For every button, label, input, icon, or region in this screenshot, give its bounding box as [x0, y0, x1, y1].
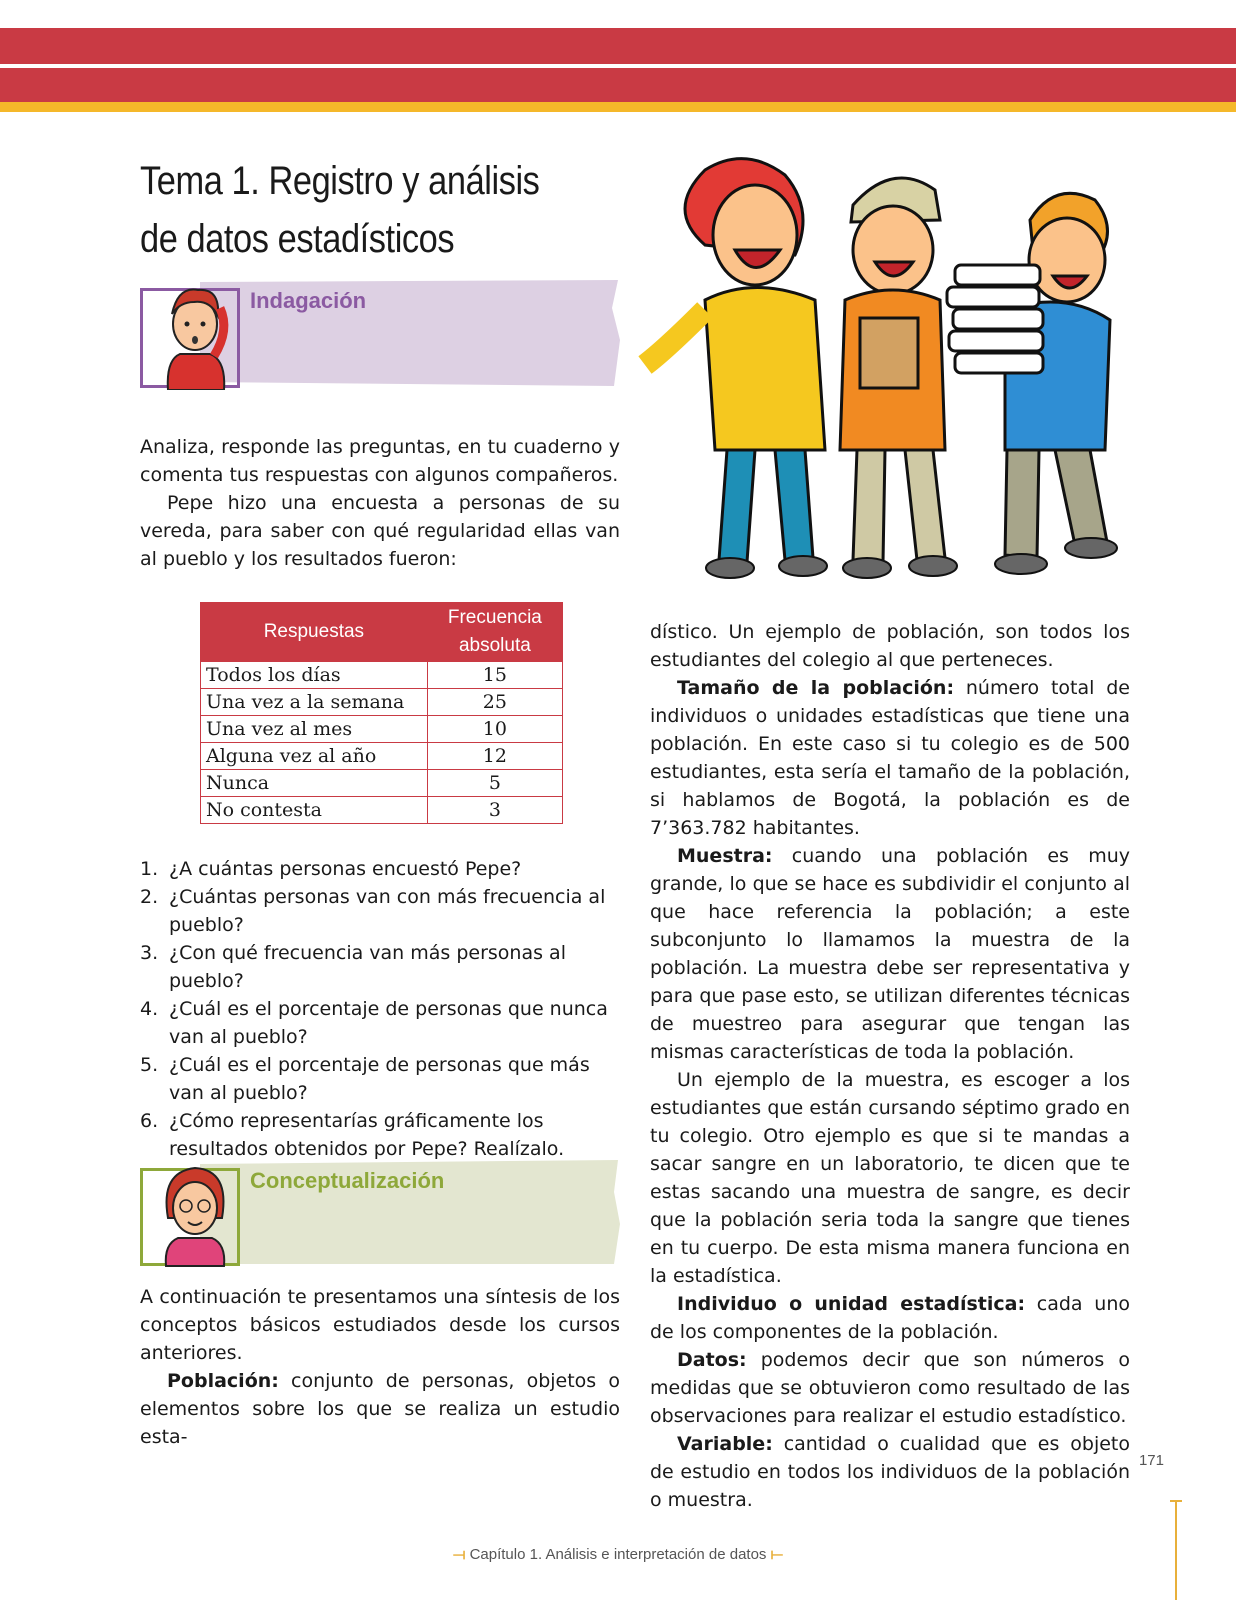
question-item	[140, 995, 620, 1051]
footer-left-marker-icon: ⟞	[452, 1546, 466, 1563]
question-item	[140, 883, 620, 939]
poblacion-text: conjunto de personas, objetos o elementos sobre los que se realiza un estudio esta-	[140, 1370, 620, 1448]
question-item	[140, 939, 620, 995]
table-row	[201, 770, 563, 797]
question-number: 1.	[140, 858, 159, 880]
datos-paragraph	[650, 1346, 1130, 1430]
footer	[0, 1546, 1236, 1563]
poblacion-term: Población:	[167, 1370, 279, 1392]
question-number: 3.	[140, 942, 159, 964]
frequency-table	[200, 602, 563, 824]
title-line-2: de datos estadísticos	[140, 217, 455, 261]
header-band-top	[0, 28, 1236, 64]
intro-p1: Analiza, responde las preguntas, en tu cuaderno y comenta tus respuestas con algunos compañeros.	[140, 436, 620, 486]
muestra-term: Muestra:	[677, 845, 773, 867]
table-row	[201, 662, 563, 689]
students-illustration	[635, 150, 1135, 598]
questions-list	[140, 855, 620, 1163]
tamano-text: número total de individuos o unidades estadísticas que tiene una población. En este caso si tu colegio es de 500 estudiantes, esta sería el tamaño de la población, si hablamos de Bogotá, la población es de 7’363.782 habitantes.	[650, 677, 1130, 839]
table-header-frecuencia: Frecuencia absoluta	[427, 603, 562, 662]
table-cell-label: No contesta	[201, 797, 428, 824]
question-item	[140, 855, 620, 883]
question-number: 5.	[140, 1054, 159, 1076]
title-line-1: Tema 1. Registro y análisis	[140, 159, 540, 203]
question-item	[140, 1051, 620, 1107]
intro-p2: Pepe hizo una encuesta a personas de su vereda, para saber con qué regularidad ellas van al pueblo y los resultados fueron:	[140, 492, 620, 570]
question-text: ¿Con qué frecuencia van más personas al pueblo?	[169, 942, 566, 992]
table-cell-label: Una vez a la semana	[201, 689, 428, 716]
table-cell-value: 12	[427, 743, 562, 770]
tamano-paragraph	[650, 674, 1130, 842]
table-row	[201, 743, 563, 770]
variable-term: Variable:	[677, 1433, 773, 1455]
footer-chapter: Capítulo 1.	[469, 1546, 543, 1563]
question-text: ¿Cómo representarías gráficamente los resultados obtenidos por Pepe? Realízalo.	[169, 1110, 565, 1160]
table-cell-value: 25	[427, 689, 562, 716]
intro-text	[140, 433, 620, 573]
question-text: ¿Cuál es el porcentaje de personas que más van al pueblo?	[169, 1054, 590, 1104]
conceptualizacion-title: Conceptualización	[250, 1168, 445, 1193]
table-row	[201, 716, 563, 743]
question-number: 6.	[140, 1110, 159, 1132]
datos-term: Datos:	[677, 1349, 747, 1371]
page-title	[140, 152, 570, 268]
muestra-paragraph	[650, 842, 1130, 1066]
tamano-term: Tamaño de la población:	[677, 677, 955, 699]
table-row	[201, 797, 563, 824]
concept-intro: A continuación te presentamos una síntesis de los conceptos básicos estudiados desde los cursos anteriores.	[140, 1286, 620, 1364]
footer-title: Análisis e interpretación de datos	[545, 1546, 767, 1563]
girl-teacher-icon	[150, 1158, 240, 1268]
header-band-accent	[0, 102, 1236, 112]
poblacion-paragraph	[140, 1367, 620, 1451]
table-cell-label: Todos los días	[201, 662, 428, 689]
indagacion-title: Indagación	[250, 288, 367, 313]
variable-text: cantidad o cualidad que es objeto de estudio en todos los individuos de la población o muestra.	[650, 1433, 1130, 1511]
table-cell-value: 5	[427, 770, 562, 797]
ejemplo-paragraph: Un ejemplo de la muestra, es escoger a los estudiantes que están cursando séptimo grado en tu colegio. Otro ejemplo es que si te mandas a sacar sangre en un laboratorio, te dicen que te estas sacando una muestra de sangre, es decir que la población seria toda la sangre que tienes en tu cuerpo. De esta misma manera funciona en la estadística.	[650, 1069, 1130, 1287]
question-item	[140, 1107, 620, 1163]
variable-paragraph	[650, 1430, 1130, 1514]
datos-text: podemos decir que son números o medidas que se obtuvieron como resultado de las observaciones para realizar el estudio estadístico.	[650, 1349, 1130, 1427]
muestra-text: cuando una población es muy grande, lo que se hace es subdividir el conjunto al que hace referencia la población; a este subconjunto lo llamamos la muestra de la población. La muestra debe ser representativa y para que pase esto, se utilizan diferentes técnicas de muestreo para asegurar que tengan las mismas características de toda la población.	[650, 845, 1130, 1063]
question-text: ¿Cuántas personas van con más frecuencia al pueblo?	[169, 886, 606, 936]
individuo-text: cada uno de los componentes de la población.	[650, 1293, 1130, 1343]
table-cell-value: 15	[427, 662, 562, 689]
question-text: ¿A cuántas personas encuestó Pepe?	[169, 858, 522, 880]
question-number: 2.	[140, 886, 159, 908]
concept-right-text	[650, 618, 1130, 1514]
poblacion-continuation: dístico. Un ejemplo de población, son todos los estudiantes del colegio al que perteneces.	[650, 621, 1130, 671]
header-band-bottom	[0, 68, 1236, 102]
question-number: 4.	[140, 998, 159, 1020]
table-cell-label: Una vez al mes	[201, 716, 428, 743]
individuo-term: Individuo o unidad estadística:	[677, 1293, 1026, 1315]
table-cell-value: 10	[427, 716, 562, 743]
concept-left-text	[140, 1283, 620, 1451]
table-cell-label: Nunca	[201, 770, 428, 797]
table-cell-value: 3	[427, 797, 562, 824]
boy-thinking-icon	[150, 280, 240, 390]
table-header-respuestas: Respuestas	[201, 603, 428, 662]
individuo-paragraph	[650, 1290, 1130, 1346]
table-cell-label: Alguna vez al año	[201, 743, 428, 770]
table-row	[201, 689, 563, 716]
footer-right-marker-icon: ⟝	[770, 1546, 784, 1563]
page-number: 171	[1138, 1452, 1164, 1469]
question-text: ¿Cuál es el porcentaje de personas que nunca van al pueblo?	[169, 998, 608, 1048]
